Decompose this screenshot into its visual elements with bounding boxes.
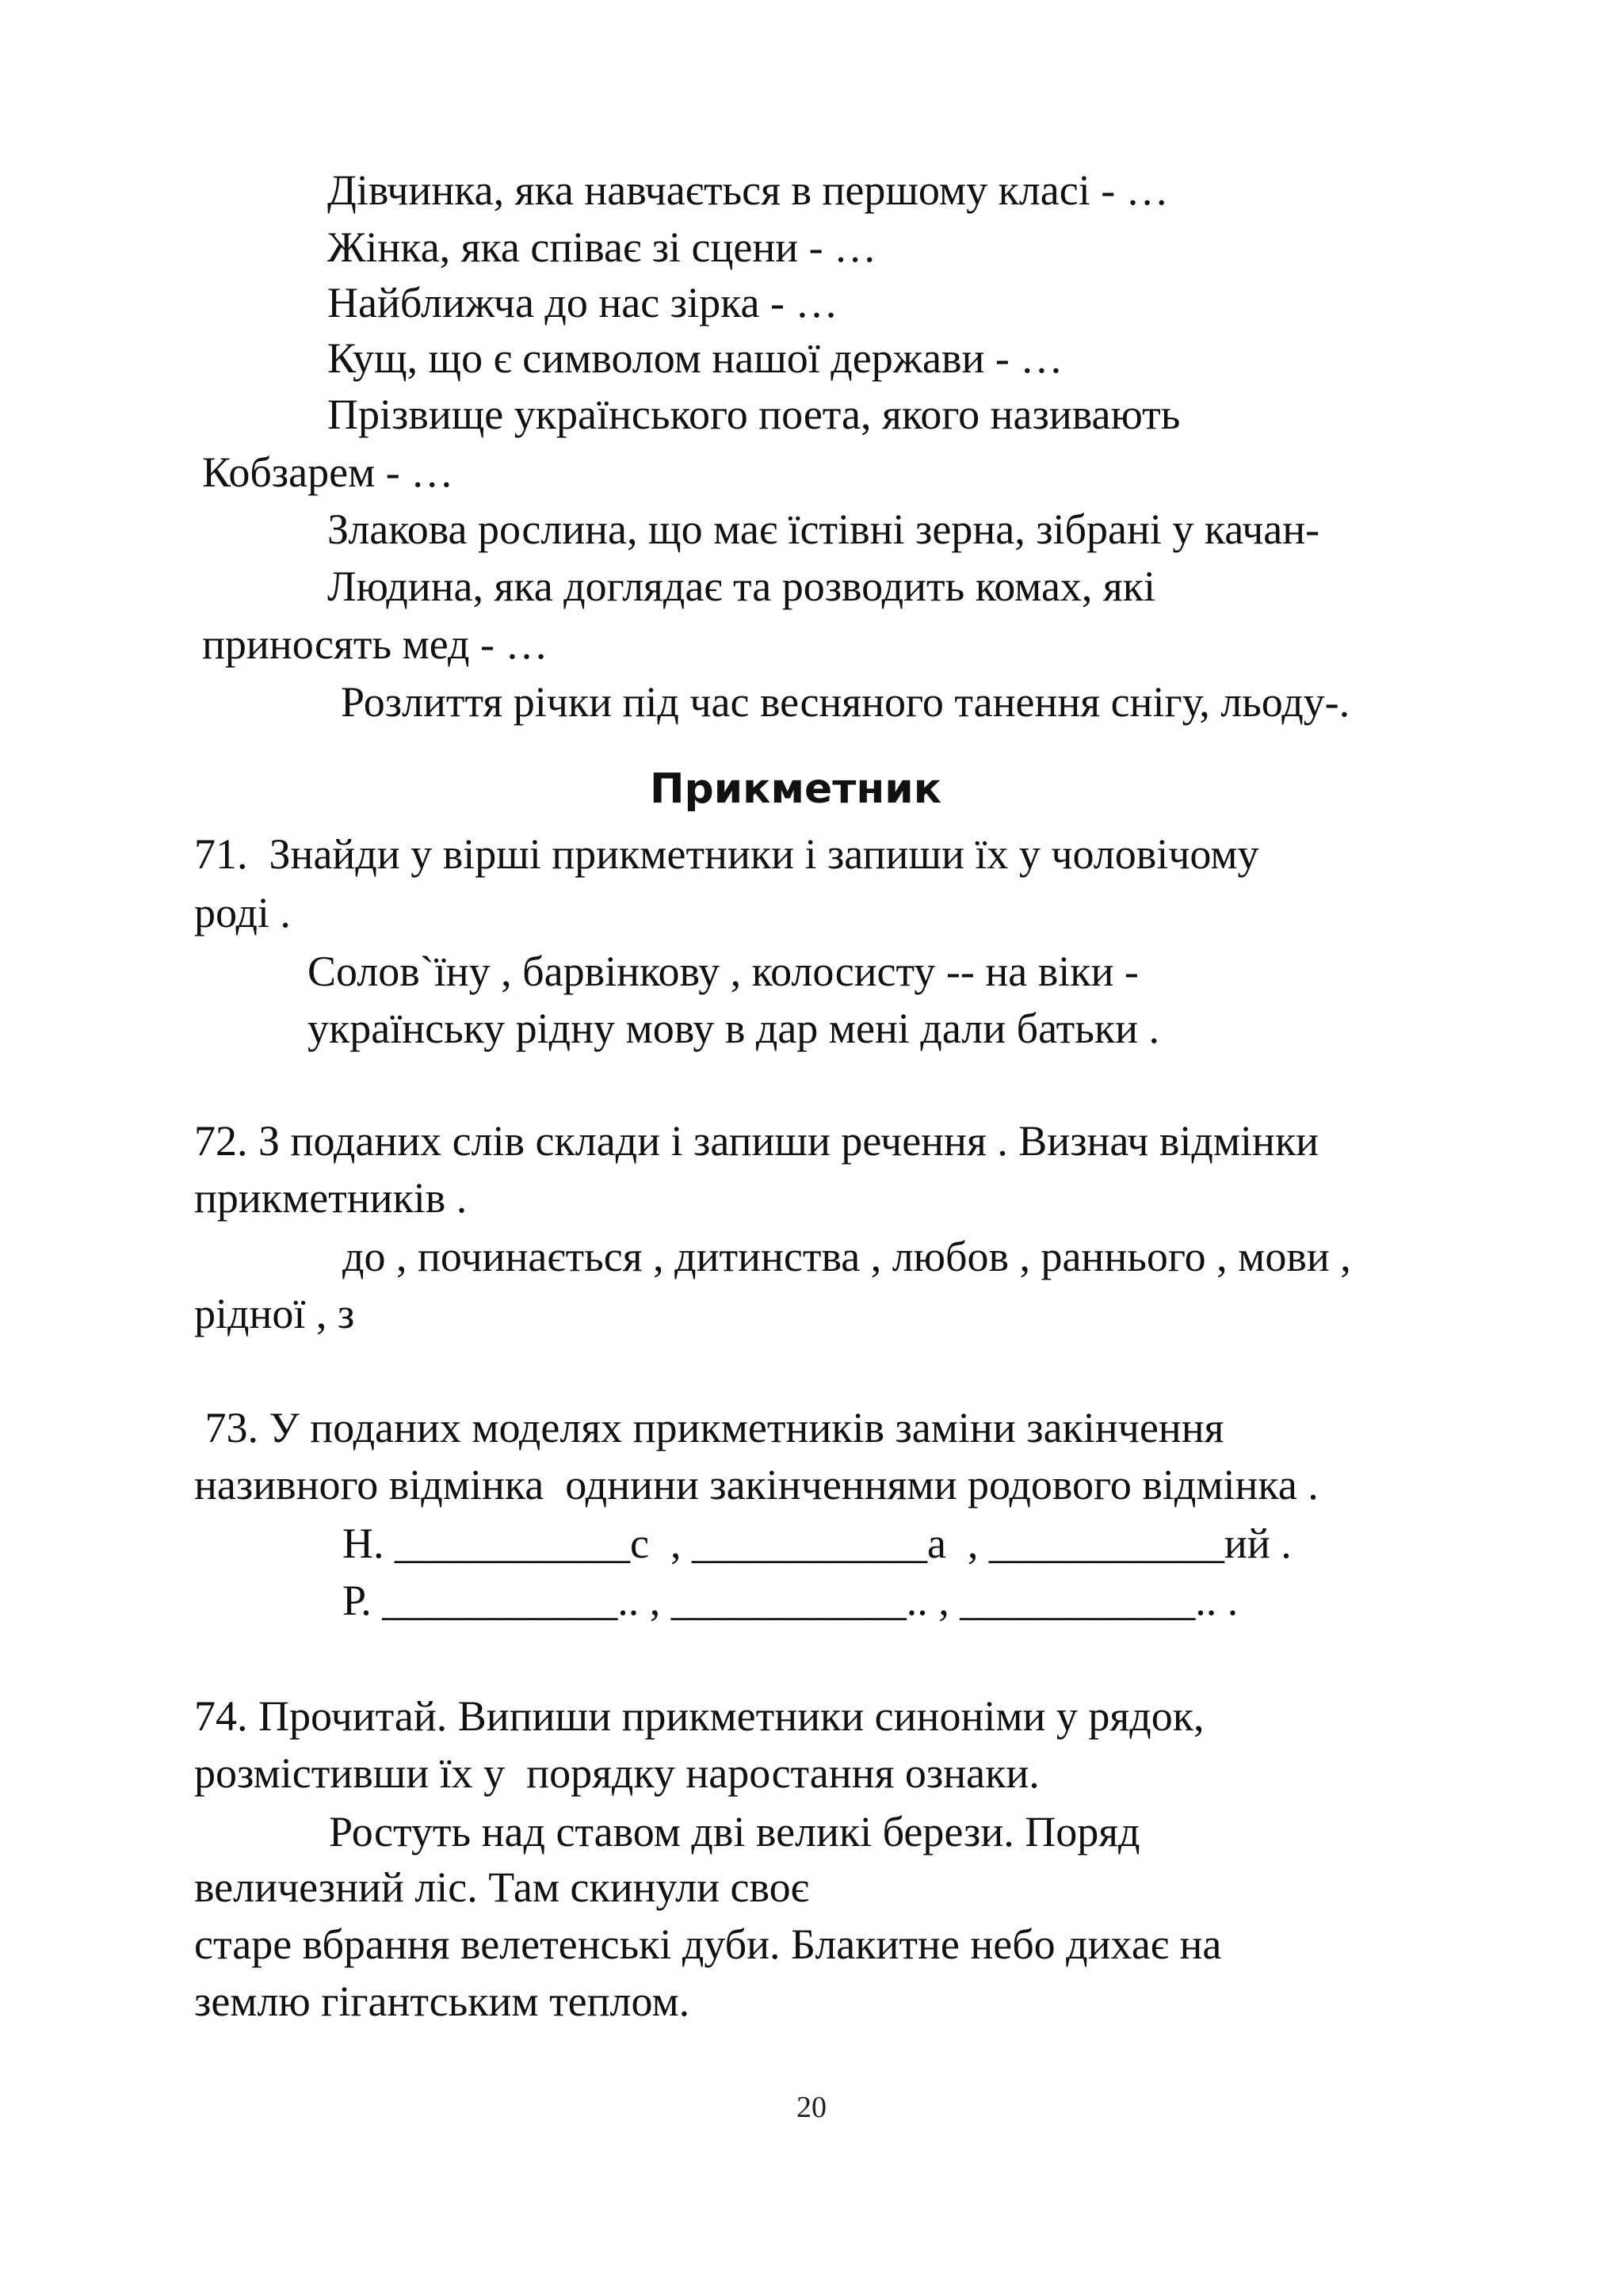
exercise-74-text-line: величезний ліс. Там скинули своє — [194, 1863, 809, 1911]
riddle-line: Жінка, яка співає зі сцени - … — [327, 223, 877, 271]
exercise-71-poem-line: Солов`їну , барвінкову , колосисту -- на віки - — [307, 948, 1139, 995]
riddle-line: Прізвище українського поета, якого називають — [327, 391, 1181, 438]
exercise-71-poem-line: українську рідну мову в дар мені дали батьки . — [307, 1005, 1160, 1052]
riddle-line: Кобзарем - … — [202, 448, 454, 496]
exercise-71-task: 71. Знайди у вірші прикметники і запиши їх у чоловічому — [194, 830, 1259, 878]
exercise-73-model-nominative: Н. ___________с , ___________а , ___________ий . — [342, 1520, 1292, 1567]
exercise-73-task: 73. У поданих моделях прикметників заміни закінчення — [194, 1404, 1224, 1451]
exercise-72-task: 72. З поданих слів склади і запиши речення . Визнач відмінки — [194, 1117, 1319, 1165]
riddle-line: Найближча до нас зірка - … — [327, 279, 838, 326]
exercise-74-text-line: Ростуть над ставом дві великі берези. Поряд — [329, 1808, 1140, 1855]
exercise-73-task: називного відмінка однини закінченнями родового відмінка . — [194, 1461, 1319, 1508]
exercise-72-words: рідної , з — [194, 1290, 355, 1337]
riddle-line: Кущ, що є символом нашої держави - … — [327, 334, 1064, 382]
exercise-71-task: роді . — [194, 889, 291, 936]
exercise-74-text-line: землю гігантським теплом. — [194, 1978, 690, 2025]
riddle-line: Дівчинка, яка навчається в першому класі - … — [327, 166, 1169, 214]
exercise-74-text-line: старе вбрання велетенські дуби. Блакитне небо дихає на — [194, 1920, 1222, 1968]
exercise-72-words: до , починається , дитинства , любов , раннього , мови , — [342, 1233, 1351, 1280]
exercise-74-task: 74. Прочитай. Випиши прикметники синоніми у рядок, — [194, 1692, 1205, 1740]
riddle-line: Людина, яка доглядає та розводить комах, які — [327, 563, 1156, 610]
page-number: 20 — [796, 2091, 827, 2124]
riddle-line: Злакова рослина, що має їстівні зерна, зібрані у качан- — [327, 505, 1320, 553]
riddle-line: приносять мед - … — [202, 620, 548, 668]
exercise-72-task: прикметників . — [194, 1174, 468, 1222]
riddle-line: Розлиття річки під час весняного танення снігу, льоду-. — [341, 678, 1350, 726]
exercise-73-model-genitive: Р. ___________.. , ___________.. , ___________.. . — [342, 1577, 1239, 1624]
exercise-74-task: розмістивши їх у порядку наростання ознаки. — [194, 1749, 1040, 1797]
section-heading: Прикметник — [650, 765, 942, 813]
